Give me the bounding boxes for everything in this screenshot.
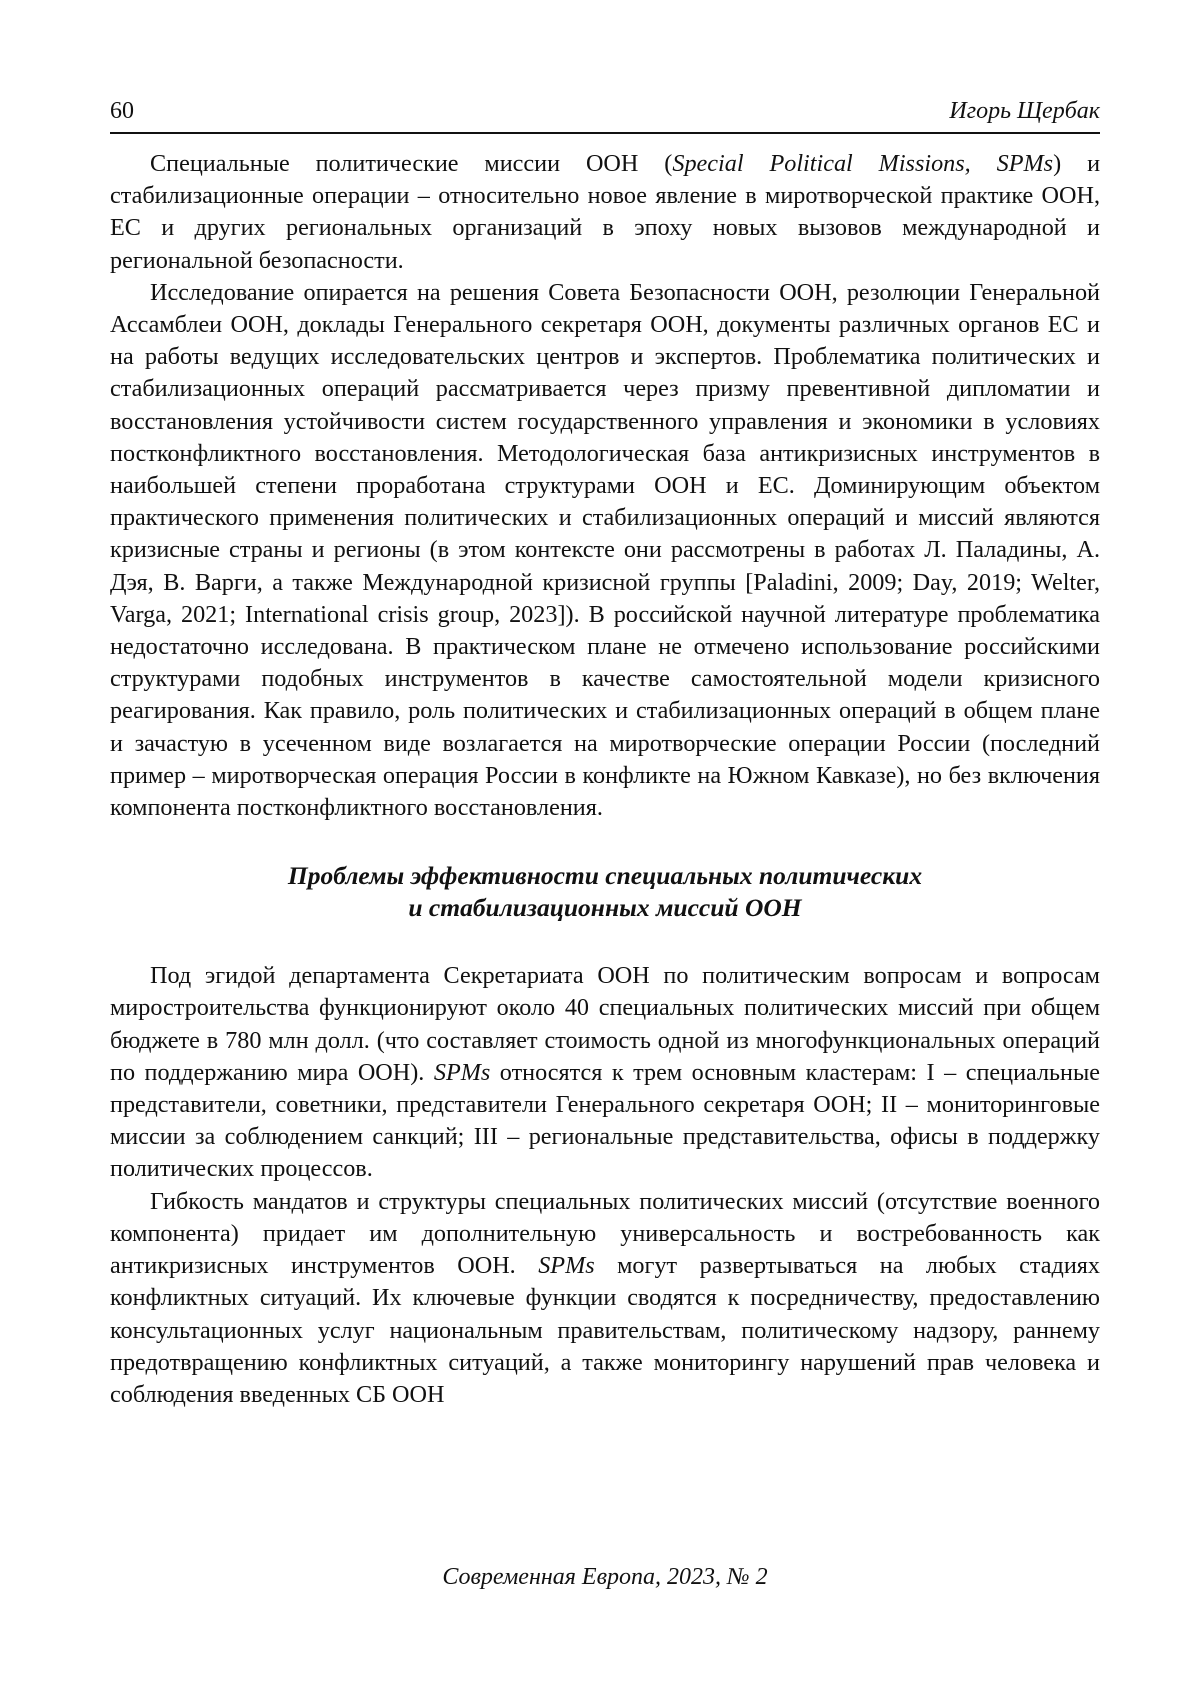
section-paragraph-2 [110, 1186, 1100, 1411]
page-number: 60 [110, 98, 134, 124]
intro-p1-term: Special Political Missions, SPMs [672, 150, 1054, 177]
section-heading-line-2: и стабилизационных миссий ООН [408, 893, 802, 923]
running-header [110, 96, 1100, 134]
intro-p1-text-c: ) и стабилизационные операции – относительно новое явление в миротворческой практике ООН, ЕС и других региональных организаций в эпоху новых вызовов международной и региональной безопасности. [110, 150, 1101, 274]
section-paragraph-1 [110, 960, 1100, 1185]
intro-p1-text-a: Специальные политические миссии ООН ( [150, 150, 673, 177]
article-body [110, 148, 1100, 1411]
journal-footer: Современная Европа, 2023, № 2 [442, 1564, 768, 1590]
section-p2-text-c: могут развертываться на любых стадиях конфликтных ситуаций. Их ключевые функции сводятся к посредничеству, предоставлению консультационных услуг национальным правительствам, политическому надзору, раннему предотвращению конфликтных ситуаций, а также мониторингу нарушений прав человека и соблюдения введенных СБ ООН [110, 1252, 1100, 1408]
section-p1-text-c: относятся к трем основным кластерам: I – специальные представители, советники, представители Генерального секретаря ООН; II – мониторинговые миссии за соблюдением санкций; III – региональные представительства, офисы в поддержку политических процессов. [110, 1058, 1100, 1183]
journal-page [110, 96, 1100, 1656]
intro-paragraph-2: Исследование опирается на решения Совета Безопасности ООН, резолюции Генеральной Ассамблеи ООН, доклады Генерального секретаря ООН, документы различных органов ЕС и на работы ведущих исследовательских центров и экспертов. Проблематика политических и стабилизационных операций рассматривается через призму превентивной дипломатии и восстановления устойчивости систем государственного управления и экономики в условиях постконфликтного восстановления. Методологическая база антикризисных инструментов в наибольшей степени проработана структурами ООН и ЕС. Доминирующим объектом практического применения политических и стабилизационных операций и миссий являются кризисные страны и регионы (в этом контексте они рассмотрены в работах Л. Паладины, А. Дэя, В. Варги, а также Международной кризисной группы [Paladini, 2009; Day, 2019; Welter, Varga, 2021; International crisis group, 2023]). В российской научной литературе проблематика недостаточно исследована. В практическом плане не отмечено использование российскими структурами подобных инструментов в качестве самостоятельной модели кризисного реагирования. Как правило, роль политических и стабилизационных операций в общем плане и зачастую в усеченном виде возлагается на миротворческие операции России (последний пример – миротворческая операция России в конфликте на Южном Кавказе), но без включения компонента постконфликтного восстановления. [110, 278, 1100, 822]
section-heading [110, 860, 1100, 924]
intro-paragraph-1 [110, 148, 1100, 277]
section-p1-text-a: Под эгидой департамента Секретариата ООН по политическим вопросам и вопросам миростроительства функционируют около 40 специальных политических миссий при общем бюджете в 780 млн долл. (что составляет стоимость одной из многофункциональных операций по поддержанию мира ООН). [110, 962, 1100, 1086]
section-p1-term: SPMs [433, 1058, 491, 1086]
section-heading-line-1: Проблемы эффективности специальных политических [287, 861, 923, 891]
running-author: Игорь Щербак [949, 98, 1100, 124]
section-p2-term: SPMs [538, 1252, 595, 1280]
section-p2-text-a: Гибкость мандатов и структуры специальных политических миссий (отсутствие военного компонента) придает им дополнительную универсальность и востребованность как антикризисных инструментов ООН. [110, 1187, 1100, 1280]
